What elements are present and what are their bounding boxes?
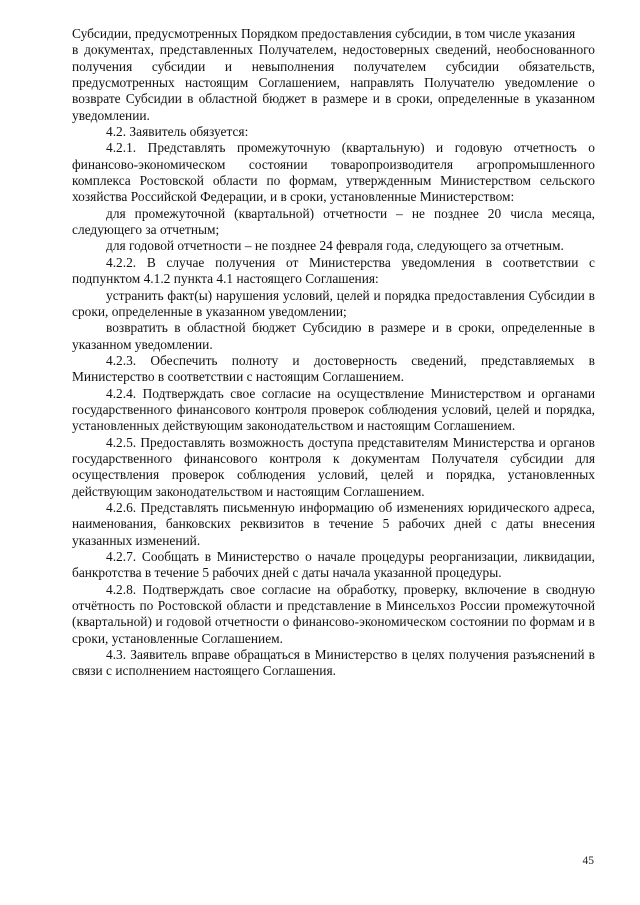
paragraph: Субсидии, предусмотренных Порядком предоставления субсидии, в том числе указания <box>72 26 576 41</box>
paragraph: 4.2.4. Подтверждать свое согласие на осуществление Министерством и органами государственного финансового контроля проверок соблюдения условий, целей и порядка, установленных действующим законодательством и настоящим Соглашением. <box>72 385 595 434</box>
paragraph: 4.2.8. Подтверждать свое согласие на обработку, проверку, включение в сводную отчётность по Ростовской области и представление в Минсельхоз России промежуточной (квартальной) и годовой отчетности о финансово-экономическом состоянии по формам и в сроки, установленные Соглашением. <box>72 581 595 646</box>
paragraph: в документах, представленных Получателем, недостоверных сведений, необоснованного получения субсидии и невыполнения получателем субсидии обязательств, предусмотренных настоящим Соглашением, направлять Получателю уведомление о возврате Субсидии в областной бюджет в размере и в сроки, определенные в указанном уведомлении. <box>72 42 595 123</box>
paragraph: для промежуточной (квартальной) отчетности – не позднее 20 числа месяца, следующего за отчетным; <box>72 205 595 238</box>
paragraph: 4.2.7. Сообщать в Министерство о начале процедуры реорганизации, ликвидации, банкротства в течение 5 рабочих дней с даты начала указанной процедуры. <box>72 549 595 581</box>
section-heading: 4.2. Заявитель обязуется: <box>106 124 249 140</box>
paragraph: 4.2.5. Предоставлять возможность доступа представителям Министерства и органов государственного финансового контроля к документам Получателя субсидии для осуществления проверок соблюдения условий, целей и порядка, установленных действующим законодательством и настоящим Соглашением. <box>72 434 595 499</box>
paragraph: 4.2.2. В случае получения от Министерства уведомления в соответствии с подпунктом 4.1.2 пункта 4.1 настоящего Соглашения: <box>72 254 595 287</box>
paragraph: для годовой отчетности – не позднее 24 февраля года, следующего за отчетным. <box>106 238 564 254</box>
paragraph: 4.2.1. Представлять промежуточную (квартальную) и годовую отчетность о финансово-экономическом состоянии товаропроизводителя агропромышленного комплекса Ростовской области по формам, утвержденным Министерством сельского хозяйства Российской Федерации, и в сроки, установленные Министерством: <box>72 140 595 205</box>
document-body <box>72 26 595 680</box>
paragraph: 4.2.6. Представлять письменную информацию об изменениях юридического адреса, наименования, банковских реквизитов в течение 5 рабочих дней с даты внесения указанных изменений. <box>72 499 595 548</box>
paragraph: устранить факт(ы) нарушения условий, целей и порядка предоставления Субсидии в сроки, определенные в указанном уведомлении; <box>72 287 595 319</box>
page-number: 45 <box>582 855 594 867</box>
paragraph: 4.3. Заявитель вправе обращаться в Министерство в целях получения разъяснений в связи с исполнением настоящего Соглашения. <box>72 647 595 679</box>
paragraph: 4.2.3. Обеспечить полноту и достоверность сведений, представляемых в Министерство в соответствии с настоящим Соглашением. <box>72 352 595 385</box>
paragraph: возвратить в областной бюджет Субсидию в размере и в сроки, определенные в указанном уведомлении. <box>72 320 595 352</box>
